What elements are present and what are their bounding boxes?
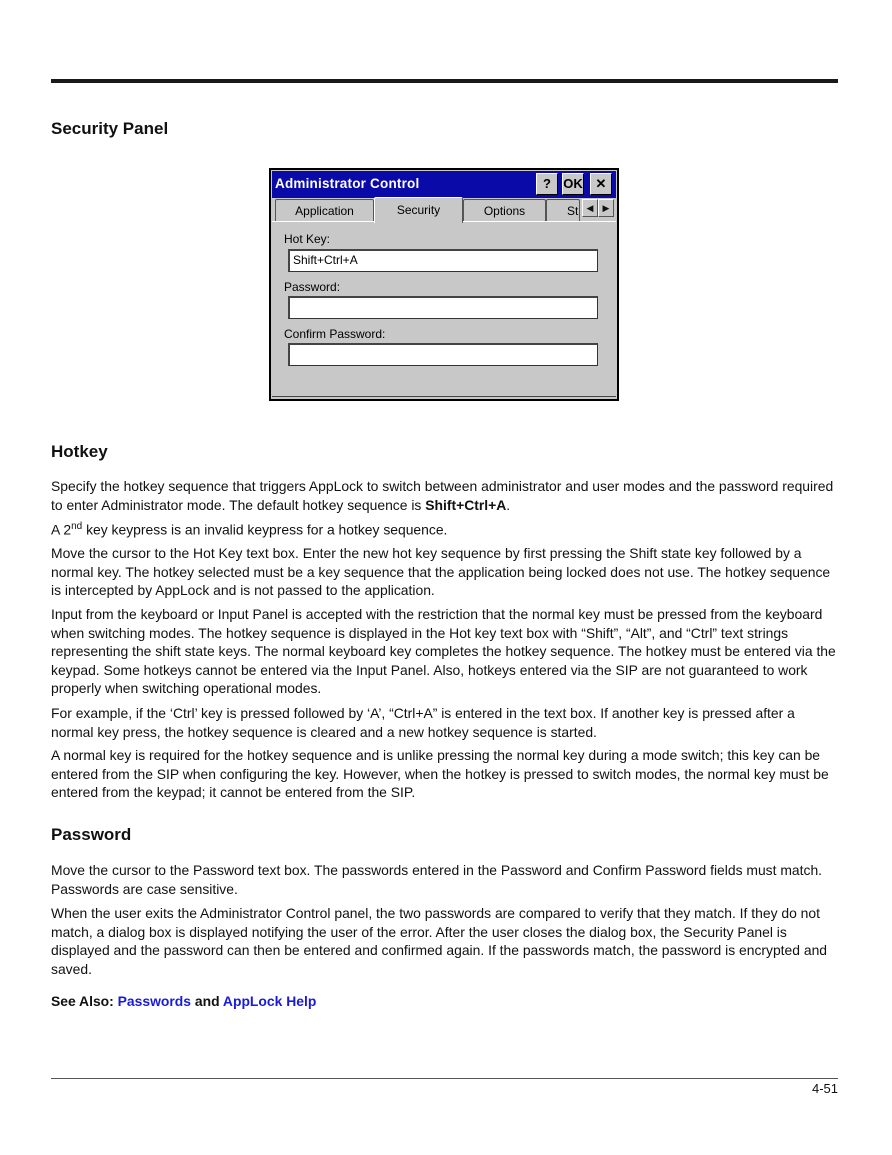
hotkey-input[interactable]: Shift+Ctrl+A [288,249,598,272]
password-input[interactable] [288,296,598,319]
ok-button[interactable]: OK [562,173,584,195]
applock-help-link[interactable]: AppLock Help [222,993,317,1009]
hotkey-paragraph-3: Move the cursor to the Hot Key text box. Enter the new hot key sequence by first pressing the Shift state key followed by a normal key. The hotkey selected must be a key sequence that the application being locked does not use. The hotkey sequence is intercepted by AppLock and is not passed to the application. [51,545,831,599]
page-number: 4-51 [811,1081,838,1096]
password-paragraph-1: Move the cursor to the Password text box. The passwords entered in the Password and Confirm Password fields must match. Passwords are case sensitive. [51,862,823,897]
confirm-password-label: Confirm Password: [284,327,386,341]
tab-status-partial[interactable]: St [546,199,580,221]
tab-scroll-right-icon[interactable]: ▶ [598,199,614,217]
passwords-link[interactable]: Passwords [117,993,192,1009]
tab-security[interactable]: Security [374,197,463,223]
tab-scroll-left-icon[interactable]: ◀ [582,199,598,217]
see-also-label: See Also: [51,993,118,1009]
password-paragraph-2: When the user exits the Administrator Control panel, the two passwords are compared to verify that they match. If they do not match, a dialog box is displayed notifying the user of the error. After the user closes the dialog box, the Security Panel is displayed and the password can then be entered and confirmed again. If the passwords match, the password is encrypted and saved. [51,905,828,977]
hotkey-paragraph-1: Specify the hotkey sequence that triggers AppLock to switch between administrator and user modes and the password required to enter Administrator mode. The default hotkey sequence is Shift+Ctrl+A. [51,478,834,513]
footer-rule [51,1078,838,1079]
tab-options[interactable]: Options [463,199,546,221]
hotkey-label: Hot Key: [284,232,331,246]
dialog-title: Administrator Control [275,176,420,191]
header-rule [51,79,838,83]
see-also: See Also: Passwords and AppLock Help [51,993,317,1009]
confirm-password-input[interactable] [288,343,598,366]
hotkey-paragraph-6: A normal key is required for the hotkey sequence and is unlike pressing the normal key during a mode switch; this key can be entered from the SIP when configuring the key. However, when the hotkey is pressed to switch modes, the normal key must be entered from the keypad; it cannot be entered from the SIP. [51,747,829,801]
help-button[interactable]: ? [536,173,558,195]
hotkey-heading: Hotkey [51,442,108,461]
close-button[interactable]: ✕ [590,173,612,195]
hotkey-paragraph-5: For example, if the ‘Ctrl’ key is pressed followed by ‘A’, “Ctrl+A” is entered in the text box. If another key is pressed after a normal key press, the hotkey sequence is cleared and a new hotkey sequence is started. [51,705,795,740]
default-hotkey: Shift+Ctrl+A [425,496,507,513]
administrator-control-dialog [269,168,619,401]
dialog-bottom-edge [272,396,616,397]
dialog-titlebar [272,171,616,198]
hotkey-paragraph-4: Input from the keyboard or Input Panel is accepted with the restriction that the normal key must be pressed from the keyboard when switching modes. The hotkey sequence is displayed in the Hot key text box with “Shift”, “Alt”, and “Ctrl” text strings representing the shift state keys. The normal keyboard key completes the hotkey sequence. The hotkey must be entered via the keypad. Some hotkeys cannot be entered via the Input Panel. Also, hotkeys entered via the SIP are not guaranteed to work properly when switching operational modes. [51,606,836,697]
password-heading: Password [51,825,132,844]
hotkey-paragraph-2: A 2nd key keypress is an invalid keypress for a hotkey sequence. [51,521,448,538]
password-label: Password: [284,280,341,294]
tab-application[interactable]: Application [275,199,374,221]
section-title: Security Panel [51,119,169,138]
